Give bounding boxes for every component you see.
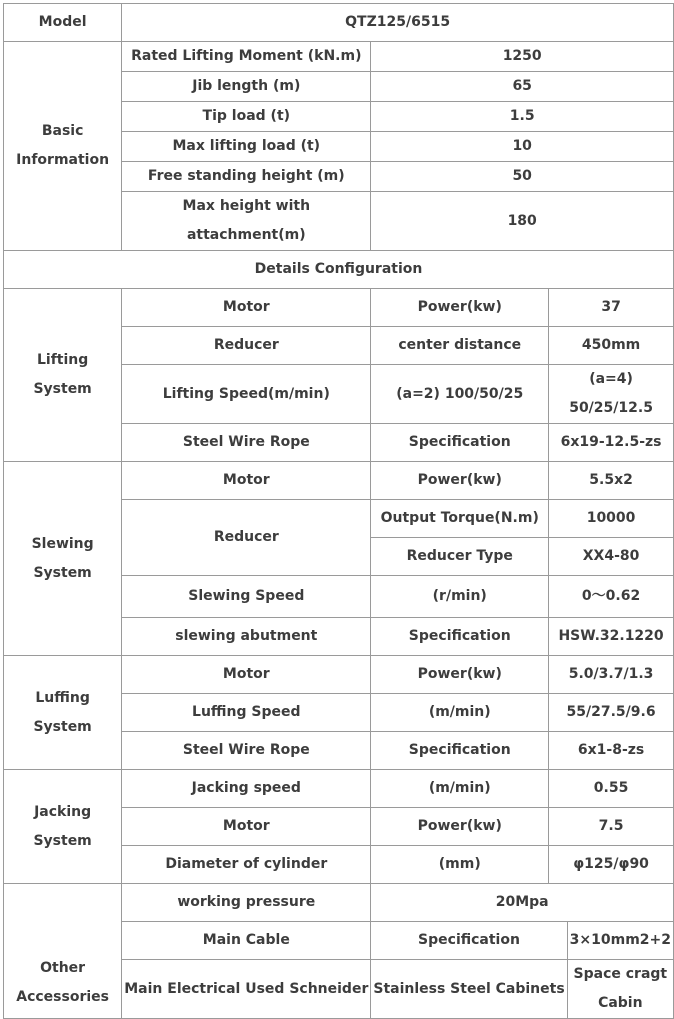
lifting-system-label: Lifting System (4, 289, 122, 462)
model-value: QTZ125/6515 (122, 4, 674, 42)
component-param: Power(kw) (371, 462, 549, 500)
spec-table (3, 3, 674, 1019)
component-value: 450mm (549, 327, 674, 365)
param-name: Rated Lifting Moment (kN.m) (122, 42, 371, 72)
component-value: 7.5 (549, 808, 674, 846)
table-row (4, 289, 674, 327)
component-param: Power(kw) (371, 289, 549, 327)
component-value: 10000 (549, 500, 674, 538)
param-value: 65 (371, 72, 674, 102)
component-name: working pressure (122, 884, 371, 922)
component-name: Motor (122, 656, 371, 694)
table-row (4, 42, 674, 72)
component-name: Luffing Speed (122, 694, 371, 732)
component-value: 6x1-8-zs (549, 732, 674, 770)
param-value: 50 (371, 162, 674, 192)
component-name: Reducer (122, 327, 371, 365)
component-param: Specification (371, 618, 549, 656)
component-name: Jacking speed (122, 770, 371, 808)
component-value: 6x19-12.5-zs (549, 424, 674, 462)
table-row (4, 4, 674, 42)
basic-info-label: Basic Information (4, 42, 122, 251)
component-value: HSW.32.1220 (549, 618, 674, 656)
slewing-system-label: Slewing System (4, 462, 122, 656)
param-value: 1.5 (371, 102, 674, 132)
component-param: Power(kw) (371, 656, 549, 694)
component-param: Reducer Type (371, 538, 549, 576)
other-accessories-label: Other Accessories (4, 884, 122, 1019)
component-param: (m/min) (371, 694, 549, 732)
component-name: Reducer (122, 500, 371, 576)
component-value: 0.55 (549, 770, 674, 808)
component-name: Diameter of cylinder (122, 846, 371, 884)
component-param: center distance (371, 327, 549, 365)
component-name: Lifting Speed(m/min) (122, 365, 371, 424)
table-row (4, 884, 674, 922)
component-param: Output Torque(N.m) (371, 500, 549, 538)
param-value: 1250 (371, 42, 674, 72)
component-name: Steel Wire Rope (122, 732, 371, 770)
param-value: 10 (371, 132, 674, 162)
component-param: Specification (371, 922, 567, 960)
table-row (4, 656, 674, 694)
param-name: Jib length (m) (122, 72, 371, 102)
component-param: Stainless Steel Cabinets (371, 960, 567, 1019)
table-row (4, 462, 674, 500)
component-value: XX4-80 (549, 538, 674, 576)
component-value: 5.5x2 (549, 462, 674, 500)
component-name: Main Electrical Used Schneider (122, 960, 371, 1019)
component-value: 20Mpa (371, 884, 674, 922)
table-row (4, 251, 674, 289)
component-value: Space cragt Cabin (567, 960, 673, 1019)
component-param: Specification (371, 424, 549, 462)
param-name: Tip load (t) (122, 102, 371, 132)
model-label: Model (4, 4, 122, 42)
table-row (4, 770, 674, 808)
jacking-system-label: Jacking System (4, 770, 122, 884)
component-value: 37 (549, 289, 674, 327)
component-param: (a=2) 100/50/25 (371, 365, 549, 424)
component-name: Motor (122, 808, 371, 846)
component-param: Specification (371, 732, 549, 770)
component-value: φ125/φ90 (549, 846, 674, 884)
component-value: 5.0/3.7/1.3 (549, 656, 674, 694)
component-name: Main Cable (122, 922, 371, 960)
component-param: (mm) (371, 846, 549, 884)
param-name: Free standing height (m) (122, 162, 371, 192)
component-name: Motor (122, 462, 371, 500)
param-name: Max height with attachment(m) (122, 192, 371, 251)
component-param: Power(kw) (371, 808, 549, 846)
details-config-title: Details Configuration (4, 251, 674, 289)
component-param: (r/min) (371, 576, 549, 618)
component-value: 55/27.5/9.6 (549, 694, 674, 732)
component-name: Motor (122, 289, 371, 327)
component-value: 3×10mm2+2 (567, 922, 673, 960)
param-name: Max lifting load (t) (122, 132, 371, 162)
component-value: (a=4) 50/25/12.5 (549, 365, 674, 424)
luffing-system-label: Luffing System (4, 656, 122, 770)
component-value: 0～0.62 (549, 576, 674, 618)
component-param: (m/min) (371, 770, 549, 808)
component-name: Steel Wire Rope (122, 424, 371, 462)
component-name: slewing abutment (122, 618, 371, 656)
param-value: 180 (371, 192, 674, 251)
component-name: Slewing Speed (122, 576, 371, 618)
